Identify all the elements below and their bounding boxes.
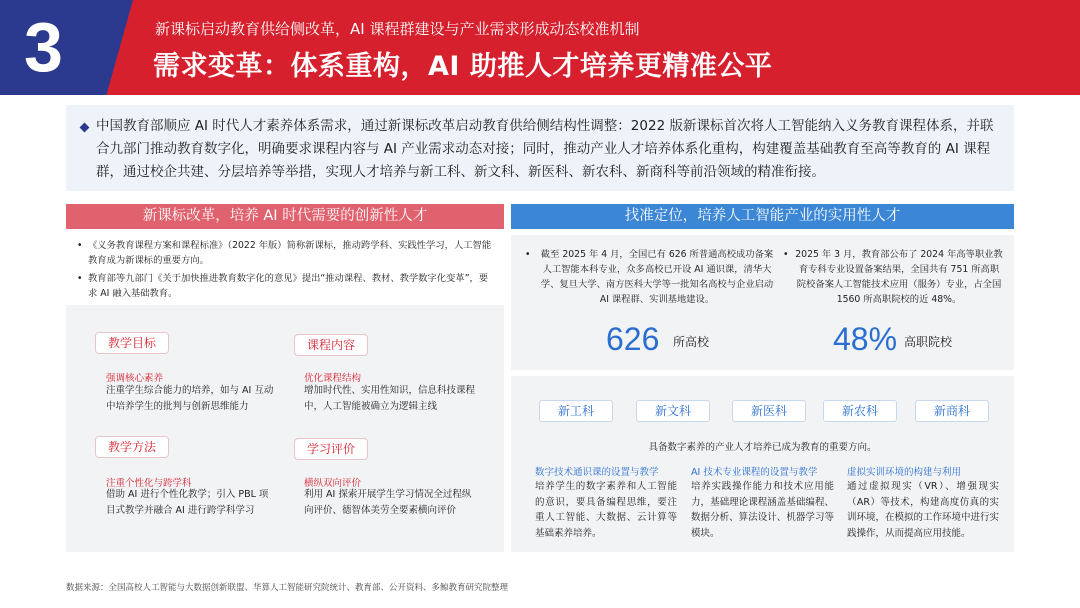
pill-teaching-goal: 教学目标 (95, 332, 169, 354)
cell-title-goal: 强调核心素养 (106, 373, 164, 384)
intro-box (66, 105, 1014, 191)
cell-title-method: 注重个性化与跨学科 (106, 478, 192, 489)
cell-body-evaluation: 利用 AI 探索开展学生学习情况全过程纵向评价、德智体美劳全要素横向评价 (304, 489, 472, 516)
cell-title-content: 优化课程结构 (304, 373, 362, 384)
pill-learning-evaluation: 学习评价 (294, 438, 368, 460)
left-bullet-2: • 教育部等九部门《关于加快推进教育数字化的意见》提出“推动课程、教材、教学数字化变革”，要求 AI 融入基础教育。 (76, 271, 494, 301)
cell-body-goal: 注重学生综合能力的培养，如与 AI 互动中培养学生的批判与创新思维能力 (106, 385, 274, 412)
right-bullet-1-text: 截至 2025 年 4 月，全国已有 626 所普通高校成功备案人工智能本科专业，众多高校已开设 AI 通识课，清华大学、复旦大学、南方医科大学等一批知名高校与企业启动 AI 课程群、实训基地建设。 (540, 249, 774, 305)
pill-course-content: 课程内容 (294, 334, 368, 356)
tag-new-agriculture: 新农科 (823, 400, 897, 422)
stat-48-value: 48% (833, 321, 898, 357)
col-body-professional-course: 培养实践操作能力和技术应用能力，基础理论课程涵盖基础编程、数据分析、算法设计、机器学习等模块。 (691, 481, 834, 539)
header-bar (0, 0, 1080, 95)
diamond-bullet-icon (80, 123, 90, 133)
cell-body-method: 借助 AI 进行个性化教学；引入 PBL 项目式教学并融合 AI 进行跨学科学习 (106, 489, 269, 516)
left-bullet-1: • 《义务教育课程方案和课程标准》（2022 年版）简称新课标，推动跨学科、实践性学习，人工智能教育成为新课标的重要方向。 (76, 238, 494, 268)
left-bullets (66, 230, 504, 300)
pill-teaching-method: 教学方法 (95, 436, 169, 458)
right-section-heading: 找准定位，培养人工智能产业的实用性人才 (511, 204, 1014, 229)
tag-new-business: 新商科 (915, 400, 989, 422)
right-stats-panel (511, 235, 1014, 370)
col-title-professional-course: AI 技术专业课程的设置与教学 (691, 467, 818, 478)
right-bullet-2: • 2025 年 3 月，教育部公布了 2024 年高等职业教育专科专业设置备案结果，全国共有 751 所高职院校备案人工智能技术应用（服务）专业，占全国 1560 所高职院校的近 48%。 (783, 249, 1003, 305)
col-body-virtual-training: 通过虚拟现实（VR）、增强现实（AR）等技术，构建高度仿真的实训环境，在模拟的工作环境中进行实践操作，从而提高应用技能。 (847, 481, 1000, 539)
section-number: 3 (24, 8, 63, 86)
col-body-general-course: 培养学生的数字素养和人工智能的意识，要具备编程思维，要注重人工智能、大数据、云计算等基础素养培养。 (535, 481, 677, 539)
left-section-heading: 新课标改革，培养 AI 时代需要的创新性人才 (66, 204, 504, 229)
reform-grid (66, 305, 504, 552)
tag-new-liberal-arts: 新文科 (636, 400, 710, 422)
header-subtitle: 新课标启动教育供给侧改革，AI 课程群建设与产业需求形成动态校准机制 (155, 20, 640, 38)
right-bullet-1: • 截至 2025 年 4 月，全国已有 626 所普通高校成功备案人工智能本科专业，众多高校已开设 AI 通识课，清华大学、复旦大学、南方医科大学等一批知名高校与企业启动 AI 课程群、实训基地建设。 (525, 249, 774, 305)
cell-body-content: 增加时代性、实用性知识，信息科技课程中，人工智能被确立为逻辑主线 (304, 385, 476, 412)
page-title: 需求变革：体系重构，AI 助推人才培养更精准公平 (153, 51, 773, 82)
source-note: 数据来源：全国高校人工智能与大数据创新联盟、华算人工智能研究院统计、教育部、公开资料、多鲸教育研究院整理 (66, 583, 509, 593)
tag-new-engineering: 新工科 (539, 400, 613, 422)
tag-new-medicine: 新医科 (732, 400, 806, 422)
center-note: 具备数字素养的产业人才培养已成为教育的重要方向。 (648, 442, 877, 453)
right-disciplines-panel (511, 376, 1014, 552)
cell-title-evaluation: 横纵双向评价 (304, 478, 362, 489)
col-title-general-course: 数字技术通识课的设置与教学 (535, 467, 659, 478)
stat-48-label: 高职院校 (904, 335, 953, 349)
col-title-virtual-training: 虚拟实训环境的构建与利用 (847, 467, 962, 478)
right-bullet-2-text: 2025 年 3 月，教育部公布了 2024 年高等职业教育专科专业设置备案结果，全国共有 751 所高职院校备案人工智能技术应用（服务）专业，占全国 1560 所高职院校的近 48%。 (795, 249, 1003, 305)
stat-626-value: 626 (606, 321, 660, 357)
stat-626-label: 所高校 (673, 335, 710, 349)
intro-text: 中国教育部顺应 AI 时代人才素养体系需求，通过新课标改革启动教育供给侧结构性调整：2022 版新课标首次将人工智能纳入义务教育课程体系，并联合九部门推动教育数字化，明确要求课程内容与 AI 产业需求动态对接；同时，推动产业人才培养体系化重构，构建覆盖基础教育至高等教育的 AI 课程群，通过校企共建、分层培养等举措，实现人才培养与新工科、新文科、新医科、新农科、新商科等前沿领域的精准衔接。 (96, 118, 994, 180)
